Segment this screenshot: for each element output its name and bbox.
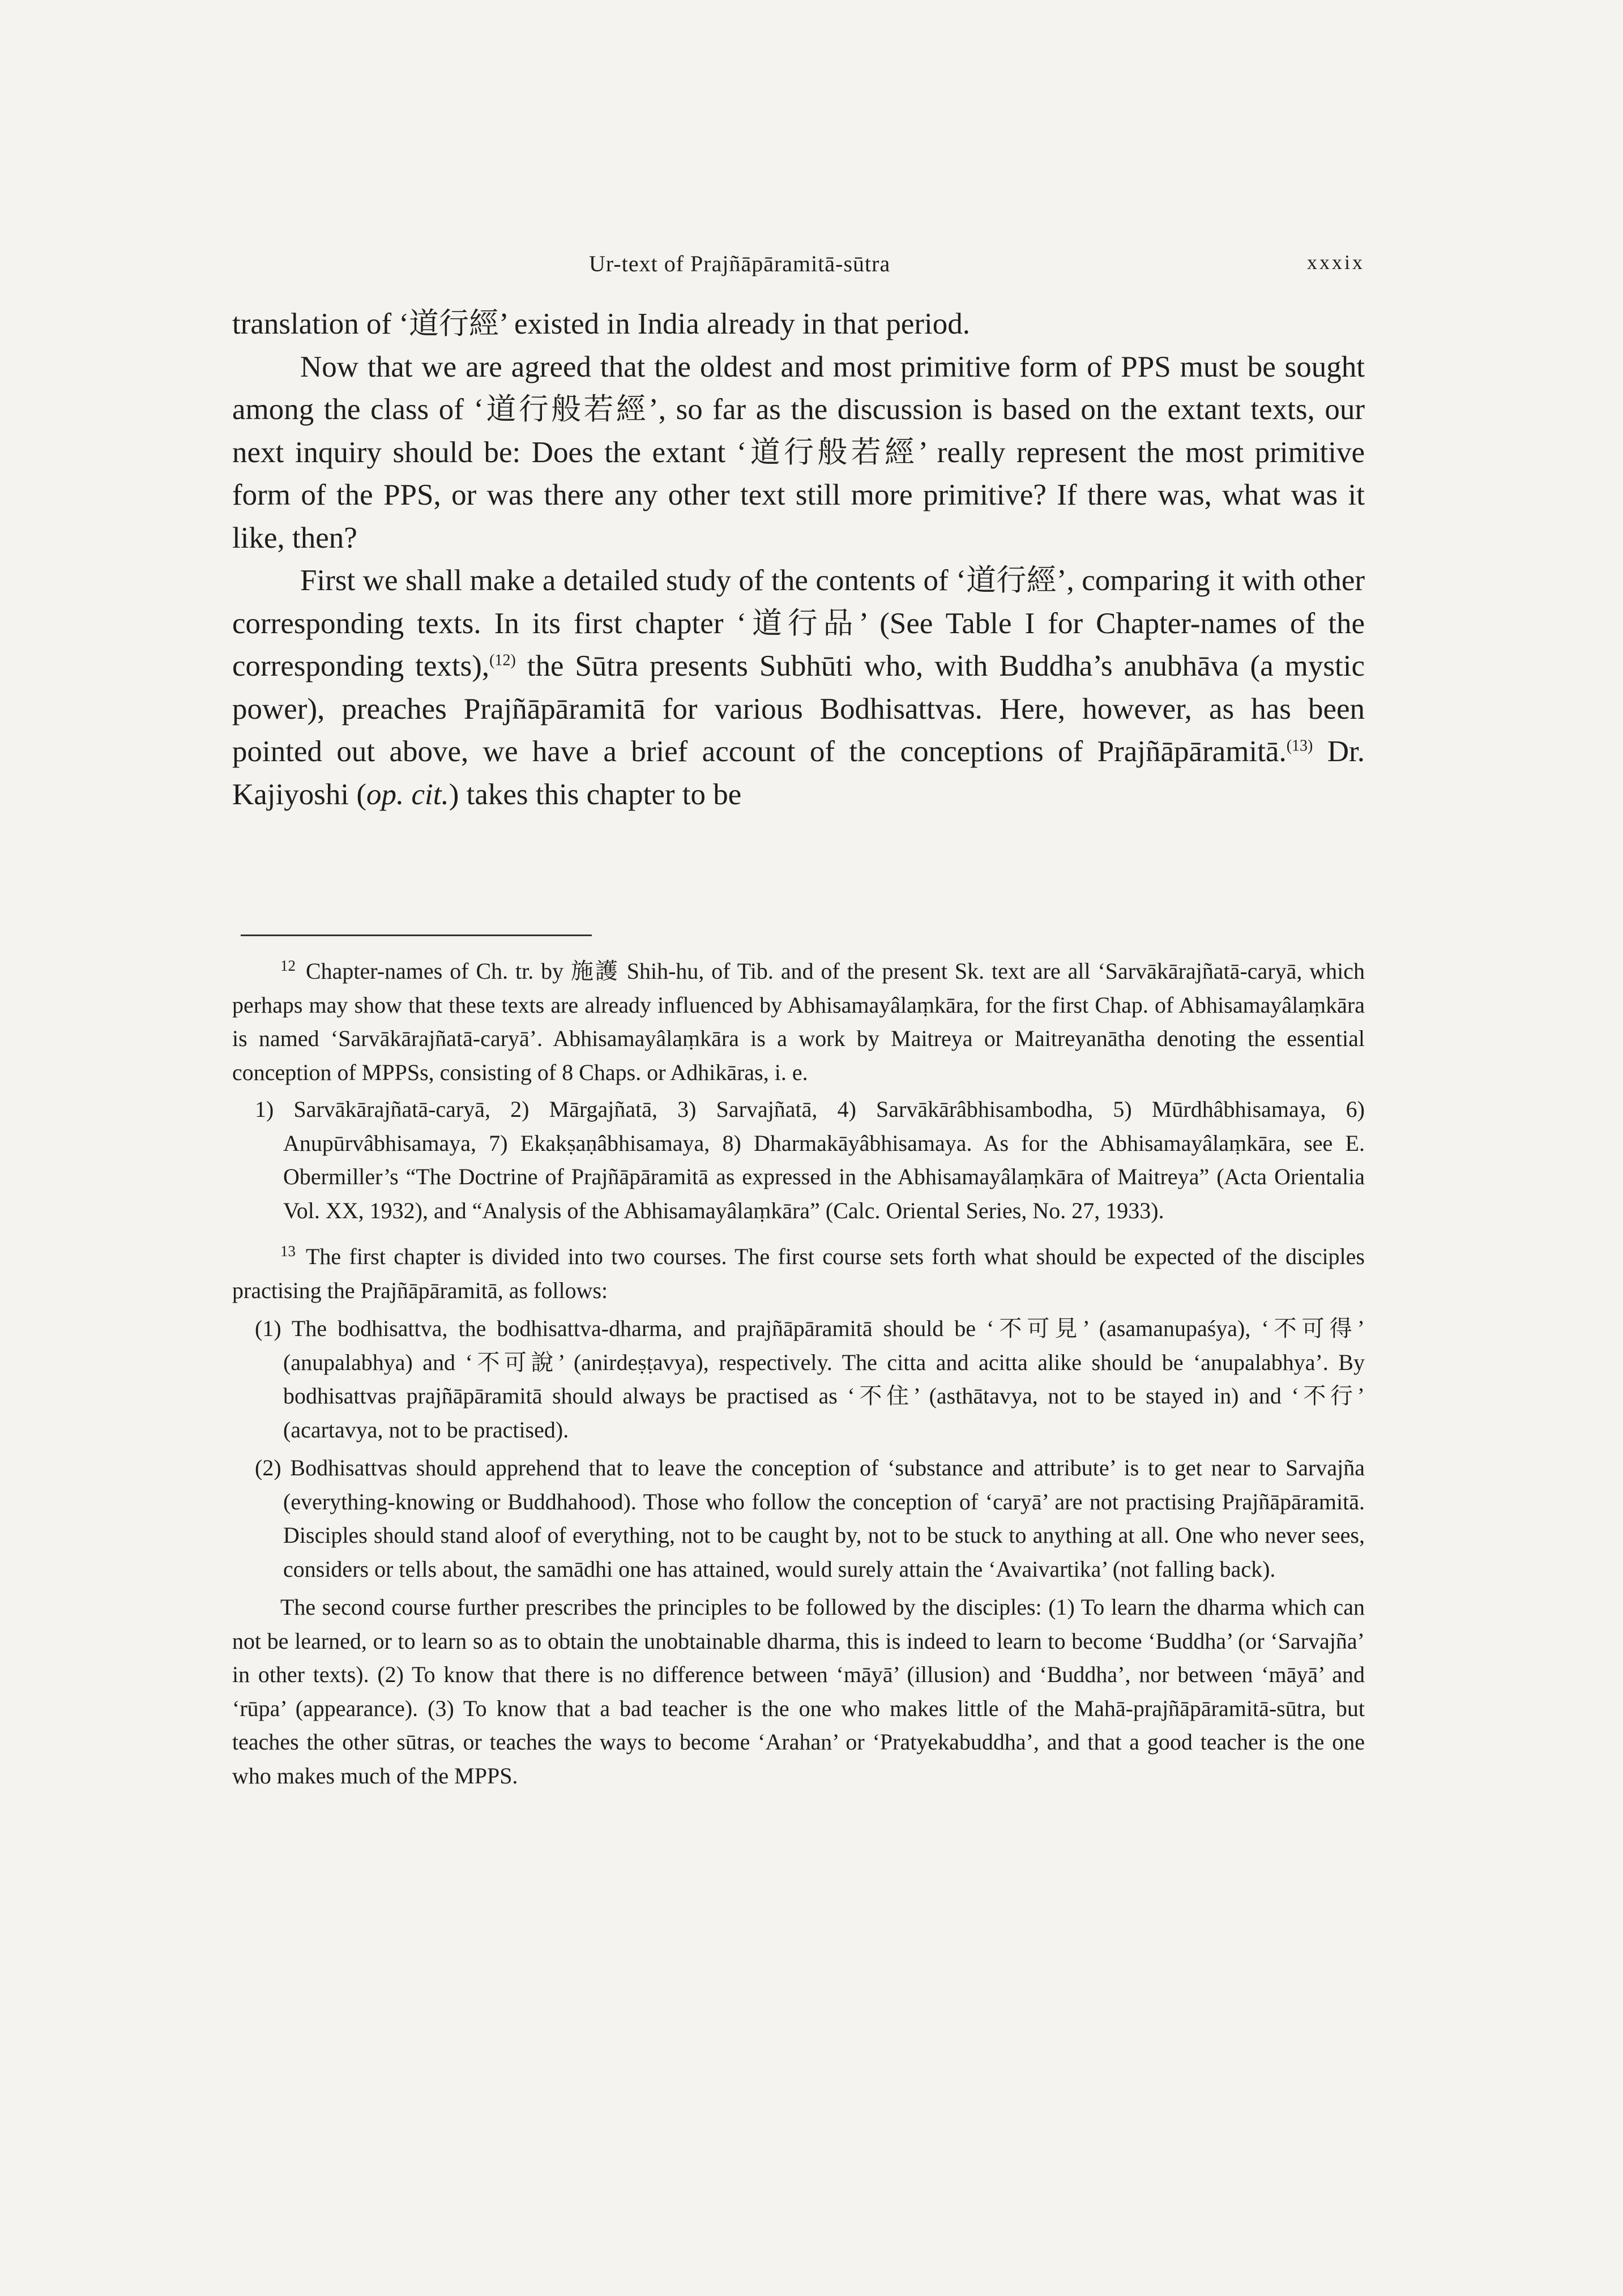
footnote-13-text: The first chapter is divided into two courses. The first course sets forth what should be expected of the disciples practising the Prajñāpāramitā, as follows: (232, 1244, 1365, 1303)
paragraph-3-citation: op. cit. (366, 778, 449, 811)
footnote-12-number: 12 (280, 957, 296, 974)
footnote-ref-12: (12) (489, 651, 516, 669)
running-title: Ur-text of Prajñāpāramitā-sūtra (589, 251, 891, 276)
footnote-13-item-1: (1) The bodhisattva, the bodhisattva-dharma, and prajñāpāramitā should be ‘不可見’ (asamanupaśya), ‘不可得’ (anupalabhya) and ‘不可說’ (anirdeṣṭavya), respectively. The citta and acitta alike should be ‘anupalabhya’. By bodhisattvas prajñāpāramitā should always be practised as ‘不住’ (asthātavya, not to be stayed in) and ‘不行’ (acartavya, not to be practised). (255, 1316, 1365, 1443)
paragraph-3-part-a: First we shall make a detailed study of the contents of ‘道行經’, comparing it with other corresponding texts. In its first chapter ‘道行品’ (See Table I for Chapter-names of the corresponding texts), (232, 564, 1365, 682)
footnote-13-number: 13 (280, 1242, 296, 1260)
paragraph-3-part-b: the Sūtra presents Subhūti who, with Buddha’s anubhāva (a mystic power), preaches Prajñāpāramitā for various Bodhisattvas. Here, however, as has been pointed out above, we have a brief account of the conceptions of Prajñāpāramitā. (232, 650, 1365, 768)
footnote-12 (232, 954, 1365, 1089)
paragraph-3 (232, 560, 1365, 816)
footnotes (232, 954, 1365, 1793)
running-header (232, 250, 1365, 284)
footnote-13-item-2: (2) Bodhisattvas should apprehend that to leave the conception of ‘substance and attribute’ is to get near to Sarvajña (everything-knowing or Buddhahood). Those who follow the conception of ‘caryā’ are not practising Prajñāpāramitā. Disciples should stand aloof of everything, not to be caught by, not to be stuck to anything at all. One who never sees, considers or tells about, the samādhi one has attained, would surely attain the ‘Avaivartika’ (not falling back). (255, 1455, 1365, 1582)
footnote-12-list-text: 1) Sarvākārajñatā-caryā, 2) Mārgajñatā, 3) Sarvajñatā, 4) Sarvākārâbhisambodha, 5) Mūrdhâbhisamaya, 6) Anupūrvâbhisamaya, 7) Ekakṣaṇâbhisamaya, 8) Dharmakāyâbhisamaya. (255, 1096, 1365, 1156)
paragraph-3-part-d: ) takes this chapter to be (449, 778, 742, 811)
page-number: xxxix (1306, 251, 1365, 274)
paragraph-2: Now that we are agreed that the oldest and most primitive form of PPS must be sought among the class of ‘道行般若經’, so far as the discussion is based on the extant texts, our next inquiry should be: Does the extant ‘道行般若經’ really represent the most primitive form of the PPS, or was there any other text still more primitive? If there was, what was it like, then? (232, 350, 1365, 554)
footnote-ref-13: (13) (1286, 737, 1313, 755)
footnote-12-tail: As for the Abhisamayâlaṃkāra, see E. Obermiller’s “The Doctrine of Prajñāpāramitā as expressed in the Abhisamayâlaṃkāra of Maitreya” (Acta Orientalia Vol. XX, 1932), and “Analysis of the Abhisamayâlaṃkāra” (Calc. Oriental Series, No. 27, 1933). (283, 1130, 1365, 1223)
main-text (232, 303, 1365, 816)
footnote-12-list (232, 1092, 1365, 1227)
footnote-13-second-course: The second course further prescribes the principles to be followed by the disciples: (1) To learn the dharma which can not be learned, or to learn so as to obtain the unobtainable dharma, this is indeed to learn to become ‘Buddha’ (or ‘Sarvajña’ in other texts). (2) To know that there is no difference between ‘māyā’ (illusion) and ‘Buddha’, nor between ‘māyā’ and ‘rūpa’ (appearance). (3) To know that a bad teacher is the one who makes little of the Mahā-prajñāpāramitā-sūtra, but teaches the other sūtras, or teaches the ways to become ‘Arahan’ or ‘Pratyekabuddha’, and that a good teacher is the one who makes much of the MPPS. (232, 1594, 1365, 1789)
paragraph-3-part-c: Dr. Kajiyoshi ( (232, 735, 1365, 811)
footnote-rule (241, 934, 592, 936)
paragraph-1: translation of ‘道行經’ existed in India already in that period. (232, 308, 971, 340)
footnote-13 (232, 1240, 1365, 1307)
footnote-12-text: Chapter-names of Ch. tr. by 施護 Shih-hu, of Tib. and of the present Sk. text are all ‘Sarvākārajñatā-caryā, which perhaps may show that these texts are already influenced by Abhisamayâlaṃkāra, for the first Chap. of Abhisamayâlaṃkāra is named ‘Sarvākārajñatā-caryā’. Abhisamayâlaṃkāra is a work by Maitreya or Maitreyanātha denoting the essential conception of MPPSs, consisting of 8 Chaps. or Adhikāras, i. e. (232, 958, 1365, 1085)
